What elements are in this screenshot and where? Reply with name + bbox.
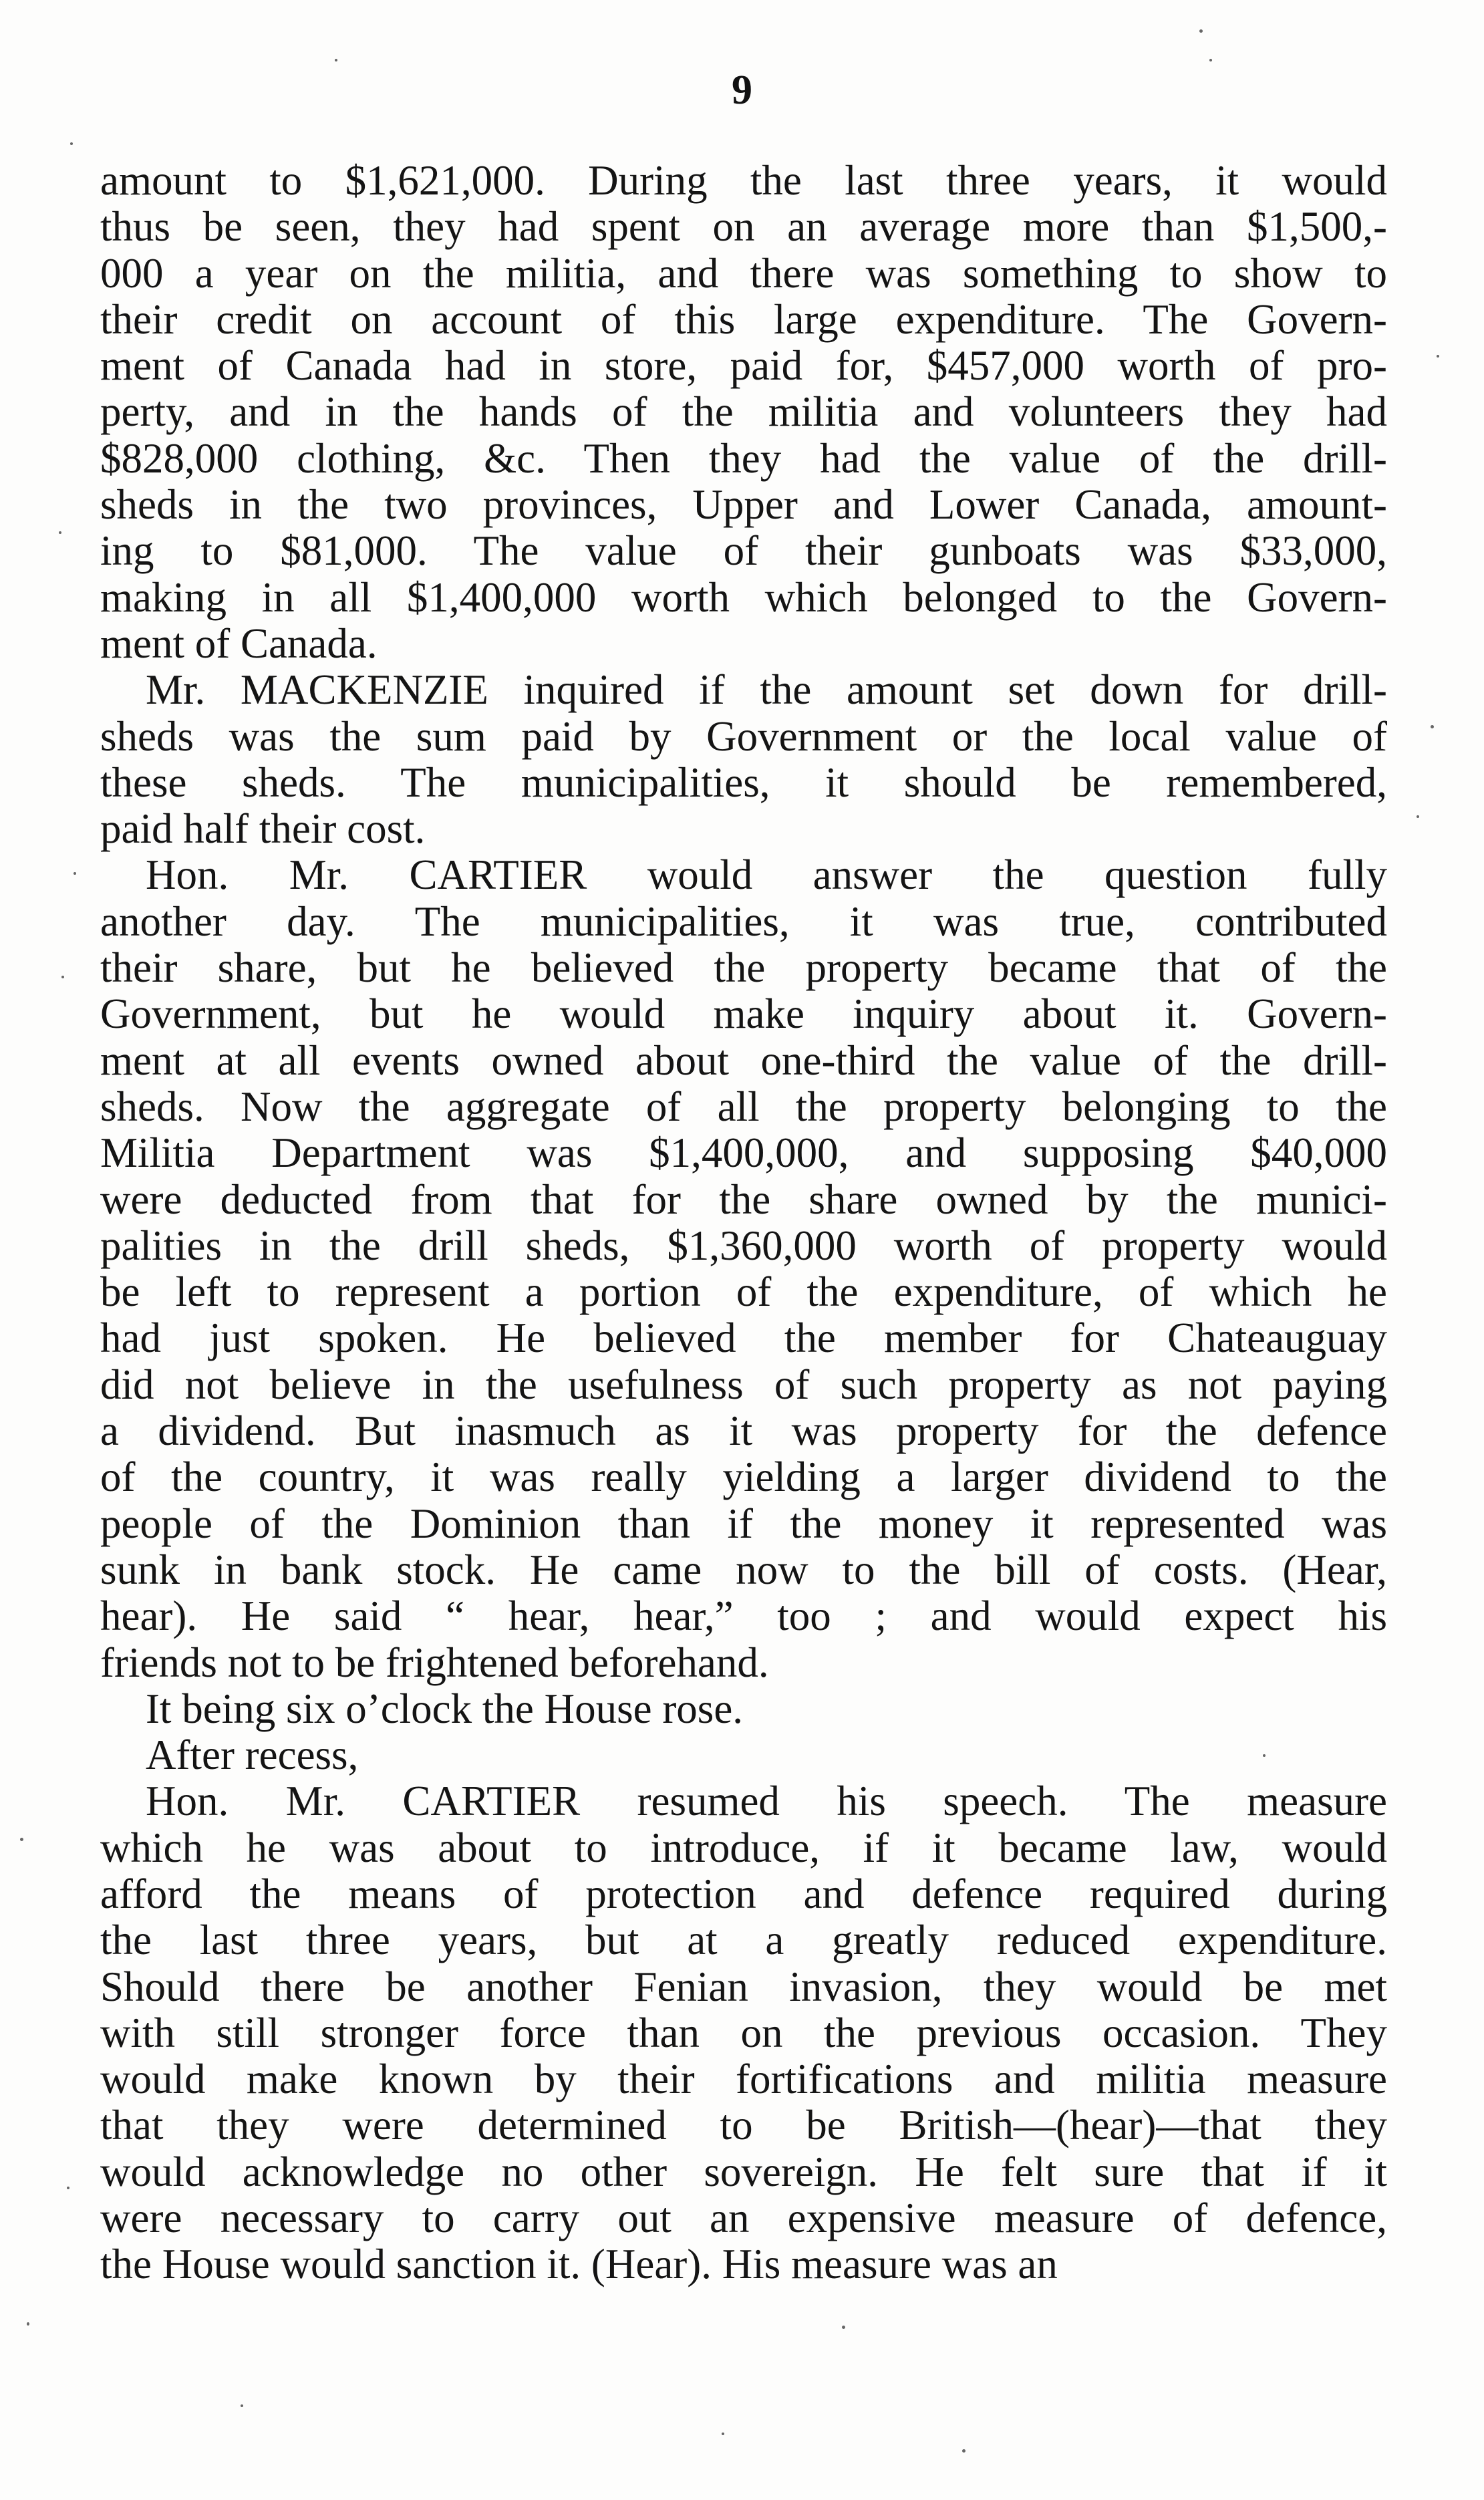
text-line: Mr. MACKENZIE inquired if the amount set down for drill- [146,666,1387,714]
text-line: another day. The municipalities, it was true, contributed [100,897,1387,945]
text-line: would make known by their fortifications and militia measure [100,2056,1387,2103]
text-line: had just spoken. He believed the member for Chateauguay [100,1314,1387,1362]
scan-speck [73,872,76,875]
scan-speck [1209,59,1212,61]
text-line: a dividend. But inasmuch as it was property for the defence [100,1407,1387,1455]
text-line: would acknowledge no other sovereign. He felt sure that if it [100,2148,1387,2195]
scan-speck [722,2433,724,2435]
text-line: be left to represent a portion of the expenditure, of which he [100,1268,1387,1316]
text-line: sheds in the two provinces, Upper and Lower Canada, amount- [100,481,1387,529]
text-line: of the country, it was really yielding a larger dividend to the [100,1453,1387,1501]
text-line: paid half their cost. [100,805,426,853]
text-line: thus be seen, they had spent on an average more than $1,500,- [100,203,1387,251]
scan-speck [70,142,73,145]
text-line: making in all $1,400,000 worth which belonged to the Govern- [100,573,1387,621]
text-line: After recess, [146,1731,359,1779]
text-line: Hon. Mr. CARTIER resumed his speech. The measure [146,1778,1387,1825]
paragraph [100,158,1387,667]
scan-speck [1437,355,1439,358]
text-line: that they were determined to be British—(hear)—that they [100,2102,1387,2149]
text-line: ing to $81,000. The value of their gunboats was $33,000, [100,527,1387,575]
text-line: ment at all events owned about one-third the value of the drill- [100,1036,1387,1084]
text-line: friends not to be frightened beforehand. [100,1639,769,1686]
text-line: were deducted from that for the share owned by the munici- [100,1175,1387,1223]
text-line: sunk in bank stock. He came now to the bill of costs. (Hear, [100,1546,1387,1593]
text-line: amount to $1,621,000. During the last three years, it would [100,157,1387,204]
scan-speck [1199,29,1203,33]
paragraph [100,852,1387,1685]
text-line: Hon. Mr. CARTIER would answer the question fully [146,851,1387,899]
paragraph [100,667,1387,852]
text-line: which he was about to introduce, if it became law, would [100,1824,1387,1871]
text-line: 000 a year on the militia, and there was something to show to [100,249,1387,297]
scan-speck [1417,815,1419,818]
body-text [100,158,1387,2288]
text-line: ment of Canada. [100,619,378,667]
text-line: these sheds. The municipalities, it should be remembered, [100,758,1387,806]
scan-speck [20,1838,23,1841]
scan-speck [61,976,64,978]
text-line: perty, and in the hands of the militia and volunteers they had [100,388,1387,436]
text-line: the last three years, but at a greatly reduced expenditure. [100,1917,1387,1964]
page-number: 9 [732,67,752,113]
text-line: sheds was the sum paid by Government or the local value of [100,712,1387,760]
text-line: sheds. Now the aggregate of all the property belonging to the [100,1083,1387,1130]
text-line: palities in the drill sheds, $1,360,000 worth of property would [100,1222,1387,1269]
text-line: did not believe in the usefulness of such property as not paying [100,1361,1387,1408]
paragraph [100,1778,1387,2287]
scan-speck [241,2404,243,2407]
text-line: Militia Department was $1,400,000, and supposing $40,000 [100,1129,1387,1177]
scan-speck [67,2187,69,2189]
text-line: $828,000 clothing, &c. Then they had the value of the drill- [100,434,1387,482]
text-line: people of the Dominion than if the money it represented was [100,1500,1387,1547]
scan-speck [842,2326,845,2329]
text-line: their share, but he believed the property became that of the [100,944,1387,992]
scan-speck [1431,725,1434,728]
scan-speck [962,2449,966,2453]
text-line: hear). He said “ hear, hear,” too ; and would expect his [100,1592,1387,1640]
text-line: were necessary to carry out an expensive measure of defence, [100,2195,1387,2242]
text-line: ment of Canada had in store, paid for, $457,000 worth of pro- [100,342,1387,390]
scan-speck [335,59,337,61]
text-line: It being six o’clock the House rose. [146,1685,744,1732]
scan-speck [27,2322,29,2326]
text-line: Should there be another Fenian invasion, they would be met [100,1963,1387,2010]
text-line: Government, but he would make inquiry about it. Govern- [100,990,1387,1038]
scan-speck [59,531,61,534]
text-line: the House would sanction it. (Hear). His measure was an [100,2241,1058,2288]
paragraph [100,1732,1387,1778]
text-line: with still stronger force than on the previous occasion. They [100,2009,1387,2056]
text-line: afford the means of protection and defence required during [100,1870,1387,1917]
scan-speck [1263,1754,1266,1757]
paragraph [100,1686,1387,1732]
text-line: their credit on account of this large expenditure. The Govern- [100,295,1387,343]
